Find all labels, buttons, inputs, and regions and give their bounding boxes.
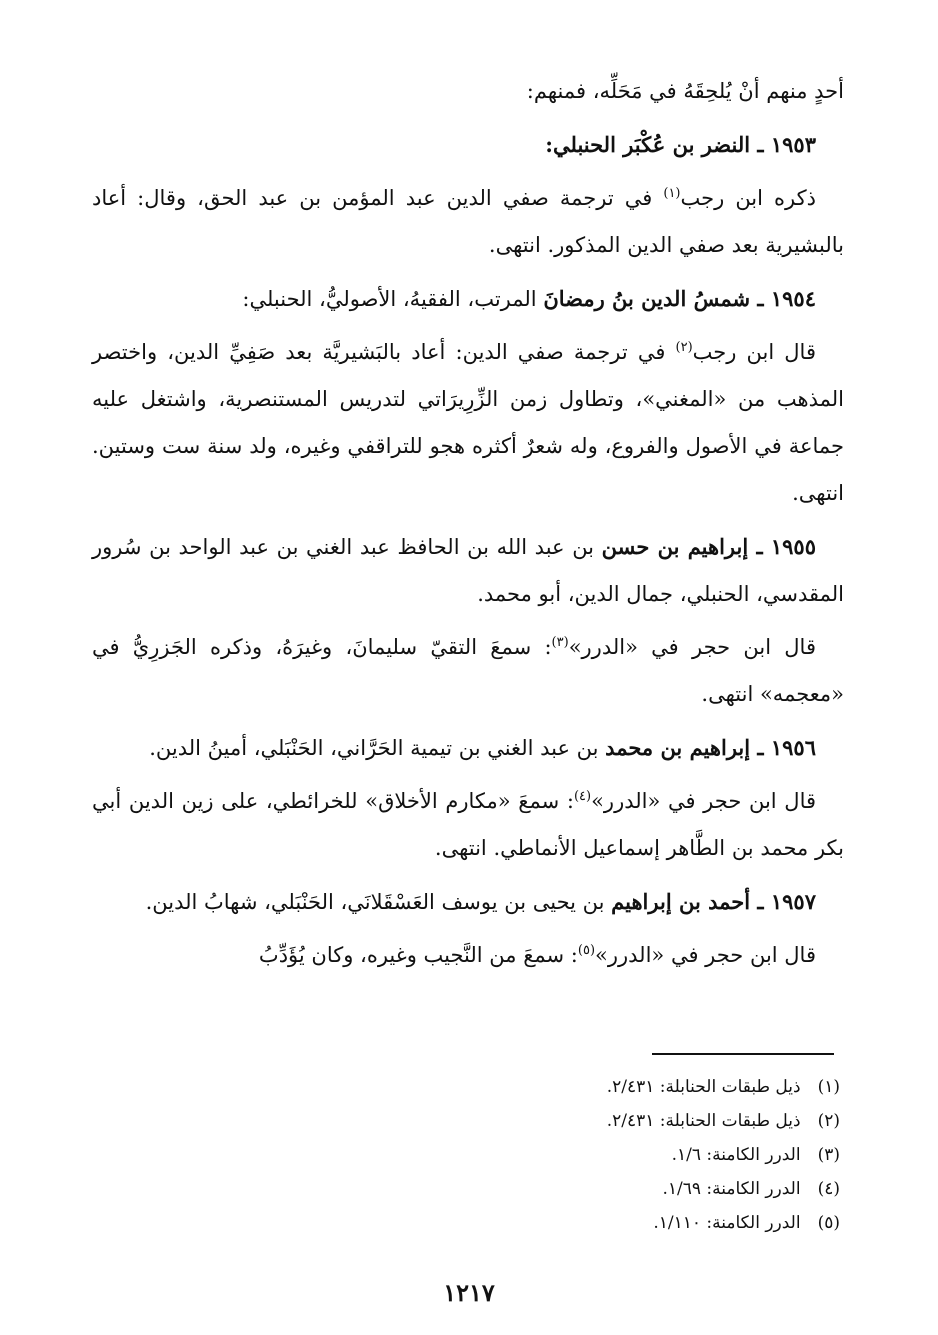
entry-name: أحمد بن إبراهيم [611, 889, 751, 914]
footnote-number: (٢) [817, 1111, 840, 1131]
footnotes [240, 1070, 840, 1240]
entry-number: ١٩٥٣ [770, 132, 816, 157]
entry-name: إبراهيم بن حسن [601, 534, 749, 559]
footnote-item [240, 1138, 840, 1172]
entry-1954 [92, 275, 844, 517]
footnote-item [240, 1206, 840, 1240]
entry-heading [92, 275, 844, 323]
footnote-ref: (٥) [577, 943, 596, 958]
entry-dash: ـ [750, 889, 771, 914]
entry-1953 [92, 121, 844, 269]
entry-number: ١٩٥٧ [770, 889, 816, 914]
entry-1956 [92, 724, 844, 872]
footnote-ref: (١) [663, 186, 681, 201]
entry-paragraph [92, 624, 844, 718]
entry-number: ١٩٥٥ [770, 534, 816, 559]
footnote-item [240, 1172, 840, 1206]
entry-dash: ـ [750, 286, 771, 311]
entry-dash: ـ [750, 132, 771, 157]
footnote-text: ذيل طبقات الحنابلة: ٢/٤٣١. [606, 1111, 801, 1131]
entry-paragraph [92, 175, 844, 269]
footnote-ref: (٤) [573, 789, 592, 804]
entry-rest: بن يحيى بن يوسف العَسْقَلانَي، الحَنْبَلي، شهابُ الدين. [145, 890, 612, 914]
entry-dash: ـ [748, 534, 771, 559]
entry-heading [92, 724, 844, 772]
entry-1957 [92, 878, 844, 979]
entry-name: النضر بن عُكْبَر الحنبلي: [545, 132, 751, 157]
paragraph-text: ذكره ابن رجب [680, 186, 816, 210]
paragraph-text: قال ابن حجر في «الدرر» [595, 943, 816, 967]
footnote-text: ذيل طبقات الحنابلة: ٢/٤٣١. [606, 1077, 801, 1097]
paragraph-text: قال ابن حجر في «الدرر» [591, 789, 817, 813]
footnote-number: (٤) [817, 1179, 840, 1199]
page-number: ١٢١٧ [443, 1278, 495, 1307]
main-text [92, 68, 844, 985]
entry-rest: بن عبد الغني بن تيمية الحَرَّاني، الحَنْبَلي، أمينُ الدين. [149, 736, 606, 760]
footnote-number: (٥) [817, 1213, 840, 1233]
entry-name: شمسُ الدين بنُ رمضانَ [543, 286, 751, 311]
entry-number: ١٩٥٦ [770, 735, 816, 760]
entry-1955 [92, 523, 844, 718]
entry-paragraph [92, 932, 844, 979]
footnote-ref: (٣) [551, 635, 569, 650]
paragraph-text: قال ابن حجر في «الدرر» [568, 635, 816, 659]
footnote-divider [652, 1053, 834, 1055]
footnote-item [240, 1070, 840, 1104]
footnote-number: (١) [817, 1077, 840, 1097]
paragraph-text: في ترجمة صفي الدين عبد المؤمن بن عبد الحق، وقال: أعاد بالبشيرية بعد صفي الدين المذكور. انتهى. [92, 186, 844, 257]
entry-paragraph [92, 329, 844, 517]
footnote-text: الدرر الكامنة: ١/١١٠. [653, 1213, 801, 1233]
entry-heading [92, 878, 844, 926]
entry-rest: المرتب، الفقيهُ، الأصوليُّ، الحنبلي: [242, 287, 544, 311]
paragraph-text: : سمعَ «مكارم الأخلاق» للخرائطي، على زين الدين أبي بكر محمد بن الطَّاهر إسماعيل الأنماطي. انتهى. [92, 789, 844, 860]
paragraph-text: في ترجمة صفي الدين: أعاد بالبَشيريَّة بعد صَفِيِّ الدين، واختصر المذهب من «المغني»، وتطاول زمن الزِّرِيرَاتي لتدريس المستنصرية، واشتغل عليه جماعة في الأصول والفروع، وله شعرٌ أكثره هجو للتراقفي وغيره، ولد سنة ست وستين. انتهى. [92, 340, 844, 505]
footnote-text: الدرر الكامنة: ١/٦٩. [662, 1179, 801, 1199]
footnote-item [240, 1104, 840, 1138]
intro-paragraph: أحدٍ منهم أنْ يُلحِقَهُ في مَحَلِّه، فمنهم: [526, 79, 844, 103]
paragraph-text: : سمعَ من النَّجيب وغيره، وكان يُؤَدِّبُ [258, 943, 578, 967]
entry-rest: بن عبد الله بن الحافظ عبد الغني بن عبد الواحد بن سُرور المقدسي، الحنبلي، جمال الدين، أبو محمد. [92, 535, 844, 606]
paragraph-text: : سمعَ التقيّ سليمانَ، وغيرَهُ، وذكره الجَزرِيُّ في «معجمه» انتهى. [92, 635, 844, 706]
entry-number: ١٩٥٤ [770, 286, 816, 311]
entry-dash: ـ [750, 735, 771, 760]
entry-heading [92, 523, 844, 618]
entry-name: إبراهيم بن محمد [605, 735, 751, 760]
paragraph-text: قال ابن رجب [692, 340, 816, 364]
entry-heading [92, 121, 844, 169]
footnote-ref: (٢) [675, 340, 693, 355]
entry-paragraph [92, 778, 844, 872]
footnote-number: (٣) [817, 1145, 840, 1165]
footnote-text: الدرر الكامنة: ١/٦. [671, 1145, 801, 1165]
